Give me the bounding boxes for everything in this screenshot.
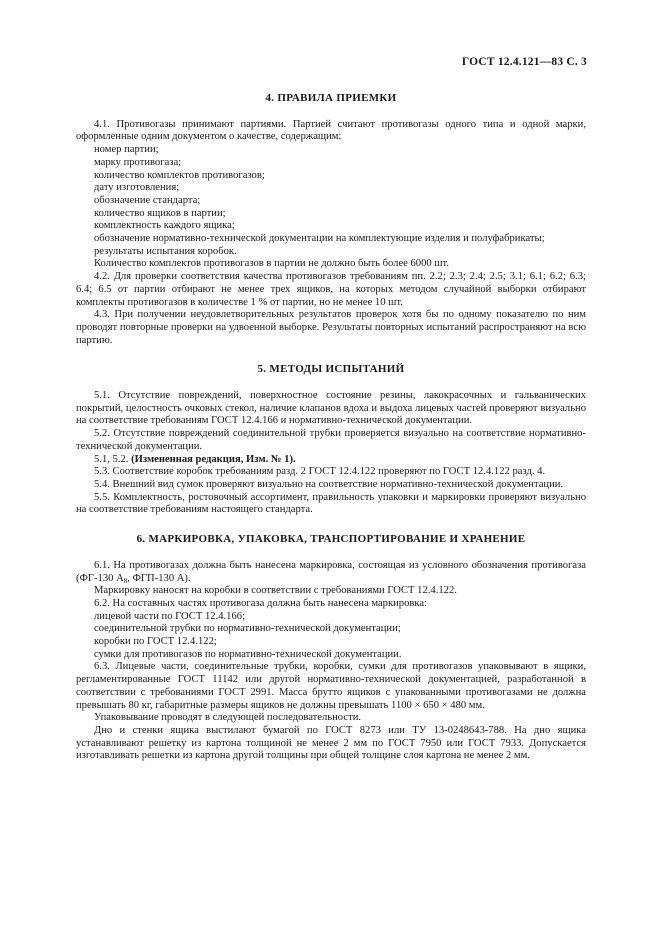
list-item: соединительной трубки по нормативно-технической документации;: [94, 623, 401, 635]
paragraph-packing: Упаковывание проводят в следующей последовательности.: [94, 712, 362, 724]
list-item: количество ящиков в партии;: [94, 207, 226, 219]
list-item: марку противогаза;: [94, 156, 182, 168]
list-item: обозначение стандарта;: [94, 194, 201, 206]
running-header: ГОСТ 12.4.121—83 С. 3: [461, 56, 587, 68]
list-item: номер партии;: [94, 144, 159, 156]
paragraph-box-bottom: Дно и стенки ящика выстилают бумагой по ГОСТ 8273 или ТУ 13-0248643-788. На дно ящика устанавливают решетку из картона толщиной не менее 2 мм по ГОСТ 7950 или ГОСТ 7933. Допускается изготавливать решетки из картона другой толщины при общей толщине слоя картона не менее 2 мм.: [76, 724, 586, 762]
section-4-title: 4. ПРАВИЛА ПРИЕМКИ: [265, 92, 397, 104]
paragraph-5-4: 5.4. Внешний вид сумок проверяют визуально на соответствие нормативно-технической документации.: [94, 478, 564, 490]
list-item: лицевой части по ГОСТ 12.4.166;: [94, 610, 246, 622]
paragraph-5-5: 5.5. Комплектность, ростовочный ассортимент, правильность упаковки и маркировки проверяют визуально на соответствие требованиям настоящего стандарта.: [76, 491, 586, 516]
section-5-title: 5. МЕТОДЫ ИСПЫТАНИЙ: [257, 363, 405, 376]
paragraph-6-3: 6.3. Лицевые части, соединительные трубки, коробки, сумки для противогазов упаковывают в ящики, регламентированные ГОСТ 11142 или другой нормативно-технической документацией, разработанной в соответствии с требованиями ГОСТ 2991. Масса брутто ящиков с упакованными противогазами не должна превышать 80 кг, габаритные размеры ящиков не должны превышать 1100 × 650 × 480 мм.: [76, 661, 586, 711]
section-6-title: 6. МАРКИРОВКА, УПАКОВКА, ТРАНСПОРТИРОВАНИЕ И ХРАНЕНИЕ: [136, 533, 526, 546]
document-body: [76, 92, 586, 763]
paragraph-4-1: 4.1. Противогазы принимают партиями. Партией считают противогазы одного типа и одной марки, оформленные одним документом о качестве, содержащим:: [76, 118, 586, 143]
amendment-prefix: 5.1, 5.2.: [94, 453, 132, 465]
paragraph-4-3: 4.3. При получении неудовлетворительных результатов проверок хотя бы по одному показателю по ним проводят повторные проверки на удвоенной выборке. Результаты повторных испытаний распространяют на всю партию.: [76, 309, 586, 346]
subscript-index: 8: [123, 576, 128, 585]
list-item: дату изготовления;: [94, 182, 180, 194]
paragraph-6-1: 6.1. На противогазах должна быть нанесена маркировка, состоящая из условного обозначения противогаза (ФГ-130 $А_8$, ФГП-130 А).: [76, 559, 586, 585]
list-item: обозначение нормативно-технической документации на комплектующие изделия и полуфабрикаты;: [94, 233, 545, 245]
list-item: коробки по ГОСТ 12.4.122;: [94, 636, 217, 648]
paragraph-5-1: 5.1. Отсутствие повреждений, поверхностное состояние резины, лакокрасочных и гальванических покрытий, целостность очковых стекол, наличие клапанов вдоха и выдоха лицевых частей проверяют визуально на соответствие требованиям ГОСТ 12.4.166 и нормативно-технической документации.: [76, 390, 586, 427]
paragraph-5-3: 5.3. Соответствие коробок требованиям разд. 2 ГОСТ 12.4.122 проверяют по ГОСТ 12.4.122 разд. 4.: [94, 466, 546, 478]
amendment-note: [76, 454, 586, 467]
amendment-label: (Измененная редакция, Изм. № 1).: [131, 453, 296, 465]
list-item: результаты испытания коробок.: [94, 245, 237, 257]
list-item: сумки для противогазов по нормативно-технической документации.: [94, 648, 402, 660]
list-item: комплектность каждого ящика;: [94, 220, 235, 232]
paragraph-6-1-marking: Маркировку наносят на коробки в соответствии с требованиями ГОСТ 12.4.122.: [94, 585, 457, 597]
paragraph-6-2: 6.2. На составных частях противогаза должна быть нанесена маркировка:: [94, 597, 427, 609]
paragraph-quantity: Количество комплектов противогазов в партии не должно быть более 6000 шт.: [94, 258, 449, 270]
list-item: количество комплектов противогазов;: [94, 169, 265, 181]
paragraph-5-2: 5.2. Отсутствие повреждений соединительной трубки проверяется визуально на соответствие нормативно-технической документации.: [76, 428, 586, 452]
paragraph-4-2: 4.2. Для проверки соответствия качества противогазов требованиям пп. 2.2; 2.3; 2.4; 2.5; 3.1; 6.1; 6.2; 6.3; 6.4; 6.5 от партии отбирают не менее трех ящиков, на которых методом случайной выборки отбирают комплекты противогазов в количестве 1 % от партии, но не менее 10 шт.: [76, 271, 586, 308]
